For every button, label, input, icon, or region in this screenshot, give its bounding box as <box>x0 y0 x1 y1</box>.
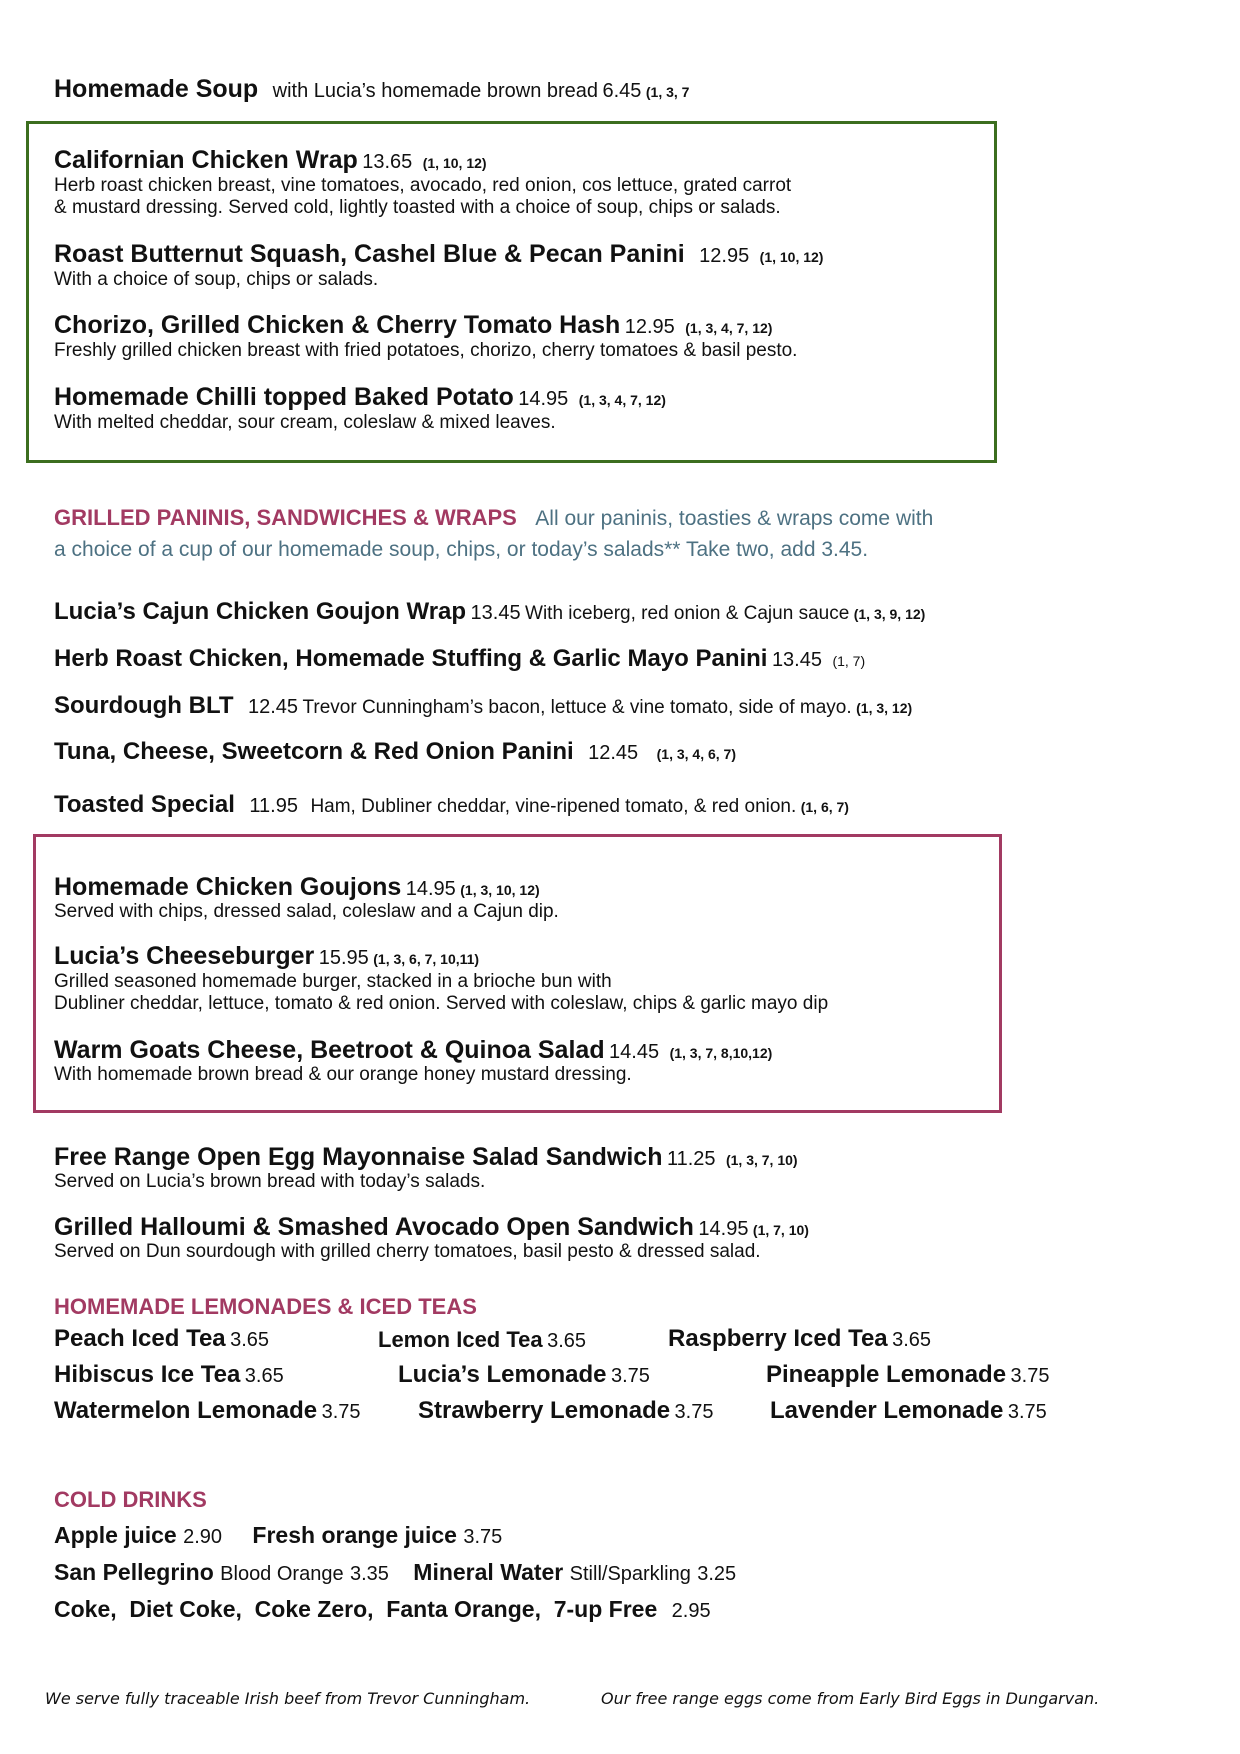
drink-name: Watermelon Lemonade <box>54 1397 318 1424</box>
item-price: 11.25 <box>666 1148 716 1170</box>
item-price: 13.65 <box>362 151 413 173</box>
item-allergens: (1, 3, 7, 10) <box>725 1152 798 1168</box>
drink-price: 3.75 <box>610 1365 650 1387</box>
menu-item <box>54 791 849 819</box>
drink-price: 3.75 <box>674 1401 714 1423</box>
drink-item <box>398 1361 650 1389</box>
drink-name: Apple juice <box>54 1522 177 1548</box>
drink-price: 2.95 <box>671 1600 711 1622</box>
section-note: All our paninis, toasties & wraps come with <box>535 507 934 530</box>
item-allergens: (1, 3, 6, 7, 10,11) <box>373 951 480 967</box>
drink-name: Hibiscus Ice Tea <box>54 1361 241 1388</box>
drink-price: 3.65 <box>892 1329 932 1351</box>
drink-price: 3.35 <box>349 1563 389 1585</box>
drink-name: Raspberry Iced Tea <box>668 1325 888 1352</box>
item-description: Served on Lucia’s brown bread with today’s salads. <box>54 1171 486 1192</box>
item-price: 13.45 <box>771 649 822 671</box>
menu-item <box>54 873 540 902</box>
item-description: Ham, Dubliner cheddar, vine-ripened tomato, & red onion. <box>310 796 797 817</box>
item-title: Warm Goats Cheese, Beetroot & Quinoa Salad <box>54 1036 605 1064</box>
item-description: Trevor Cunningham’s bacon, lettuce & vine tomato, side of mayo. <box>302 697 852 718</box>
item-title: Toasted Special <box>54 791 235 818</box>
drink-price: 3.75 <box>321 1401 361 1423</box>
drink-row <box>54 1559 736 1586</box>
item-description: Served with chips, dressed salad, coleslaw and a Cajun dip. <box>54 901 559 922</box>
drink-item <box>378 1327 586 1353</box>
item-allergens: (1, 10, 12) <box>422 155 487 171</box>
item-description: Dubliner cheddar, lettuce, tomato & red onion. Served with coleslaw, chips & garlic mayo dip <box>54 993 829 1014</box>
footer-note-eggs: Our free range eggs come from Early Bird Eggs in Dungarvan. <box>601 1689 1100 1708</box>
menu-item <box>54 738 736 766</box>
item-price: 12.45 <box>247 696 299 718</box>
item-description: & mustard dressing. Served cold, lightly toasted with a choice of soup, chips or salads. <box>54 197 781 218</box>
drink-item <box>766 1361 1049 1389</box>
drink-name: Strawberry Lemonade <box>418 1397 671 1424</box>
item-allergens: (1, 3, 9, 12) <box>853 606 926 622</box>
item-title: Chorizo, Grilled Chicken & Cherry Tomato Hash <box>54 311 621 339</box>
item-price: 12.45 <box>588 742 639 764</box>
section-note: a choice of a cup of our homemade soup, chips, or today’s salads** Take two, add 3.45. <box>54 538 869 561</box>
item-title: Homemade Soup <box>54 75 259 103</box>
item-title: Herb Roast Chicken, Homemade Stuffing & Garlic Mayo Panini <box>54 645 768 672</box>
item-title: Homemade Chilli topped Baked Potato <box>54 383 514 411</box>
item-title: Lucia’s Cajun Chicken Goujon Wrap <box>54 598 467 625</box>
drink-item <box>54 1397 361 1425</box>
item-description: Herb roast chicken breast, vine tomatoes, avocado, red onion, cos lettuce, grated carrot <box>54 175 792 196</box>
item-allergens: (1, 3, 12) <box>856 700 913 716</box>
menu-item <box>54 1036 772 1065</box>
item-title: Tuna, Cheese, Sweetcorn & Red Onion Panini <box>54 738 574 765</box>
drink-name: Mineral Water <box>413 1559 564 1585</box>
drink-price: 3.65 <box>547 1330 587 1352</box>
menu-item <box>54 645 865 673</box>
item-price: 14.95 <box>405 878 456 900</box>
item-allergens: (1, 3, 4, 7, 12) <box>578 392 666 408</box>
drink-price: 3.75 <box>1007 1401 1047 1423</box>
item-price: 11.95 <box>249 795 298 817</box>
drink-price: 3.25 <box>697 1563 737 1585</box>
section-heading: HOMEMADE LEMONADES & ICED TEAS <box>54 1294 477 1319</box>
drink-price: 3.65 <box>230 1329 270 1351</box>
drink-name: Lucia’s Lemonade <box>398 1361 607 1388</box>
item-price: 14.45 <box>609 1041 660 1063</box>
drink-name: Lemon Iced Tea <box>378 1327 543 1352</box>
section-heading: COLD DRINKS <box>54 1487 207 1512</box>
item-allergens: (1, 3, 4, 7, 12) <box>685 320 773 336</box>
item-allergens: (1, 7, 10) <box>752 1222 809 1238</box>
drink-name: Lavender Lemonade <box>770 1397 1004 1424</box>
footer-note-beef: We serve fully traceable Irish beef from Trevor Cunningham. <box>45 1689 531 1708</box>
item-title: Grilled Halloumi & Smashed Avocado Open Sandwich <box>54 1213 694 1241</box>
item-allergens: (1, 3, 10, 12) <box>460 882 540 898</box>
drink-name: Pineapple Lemonade <box>766 1361 1007 1388</box>
menu-item <box>54 146 487 175</box>
item-allergens: (1, 6, 7) <box>800 799 849 815</box>
drink-description: Blood Orange <box>220 1563 344 1585</box>
menu-item <box>54 1213 809 1242</box>
drink-item <box>54 1361 284 1389</box>
drink-price: 3.75 <box>1010 1365 1050 1387</box>
drink-price: 3.75 <box>463 1526 503 1548</box>
item-allergens: (1, 3, 4, 6, 7) <box>656 746 736 762</box>
drink-item <box>418 1397 713 1425</box>
item-description: Grilled seasoned homemade burger, stacked in a brioche bun with <box>54 971 612 992</box>
menu-item <box>54 240 823 269</box>
section-heading: GRILLED PANINIS, SANDWICHES & WRAPS <box>54 505 517 530</box>
item-description: With a choice of soup, chips or salads. <box>54 269 379 290</box>
item-allergens: (1, 10, 12) <box>759 249 824 265</box>
menu-item <box>54 383 666 412</box>
drink-row <box>54 1522 502 1549</box>
menu-item <box>54 692 912 720</box>
item-description: Freshly grilled chicken breast with fried potatoes, chorizo, cherry tomatoes & basil pesto. <box>54 340 798 361</box>
item-allergens: (1, 3, 7 <box>645 84 690 100</box>
drink-item <box>668 1325 931 1353</box>
drink-description: Still/Sparkling <box>569 1563 691 1585</box>
menu-item <box>54 598 925 626</box>
item-price: 15.95 <box>318 947 369 969</box>
drink-name: Fresh orange juice <box>252 1522 457 1548</box>
drink-price: 3.65 <box>244 1365 284 1387</box>
drink-item <box>770 1397 1047 1425</box>
drink-row <box>54 1596 711 1623</box>
item-title: Sourdough BLT <box>54 692 234 719</box>
item-price: 14.95 <box>518 388 569 410</box>
drink-name: Coke, Diet Coke, Coke Zero, Fanta Orange, 7-up Free <box>54 1596 658 1622</box>
item-price: 6.45 <box>602 80 642 102</box>
item-title: Californian Chicken Wrap <box>54 146 358 174</box>
drink-name: San Pellegrino <box>54 1559 214 1585</box>
soup-item <box>54 75 689 104</box>
item-description: with Lucia’s homemade brown bread <box>272 80 599 102</box>
drink-price: 2.90 <box>183 1526 223 1548</box>
item-price: 12.95 <box>624 316 675 338</box>
drink-item <box>54 1325 269 1353</box>
item-title: Free Range Open Egg Mayonnaise Salad Sandwich <box>54 1143 663 1171</box>
menu-item <box>54 942 479 971</box>
drink-name: Peach Iced Tea <box>54 1325 226 1352</box>
item-title: Homemade Chicken Goujons <box>54 873 402 901</box>
item-allergens: (1, 3, 7, 8,10,12) <box>669 1045 773 1061</box>
menu-item <box>54 311 772 340</box>
item-title: Lucia’s Cheeseburger <box>54 942 315 970</box>
section-grilled <box>54 505 933 531</box>
item-description: With homemade brown bread & our orange honey mustard dressing. <box>54 1064 632 1085</box>
item-allergens: (1, 7) <box>832 653 866 669</box>
item-price: 13.45 <box>470 602 521 624</box>
item-description: With melted cheddar, sour cream, coleslaw & mixed leaves. <box>54 412 556 433</box>
item-price: 12.95 <box>699 245 750 267</box>
item-title: Roast Butternut Squash, Cashel Blue & Pecan Panini <box>54 240 685 268</box>
item-price: 14.95 <box>698 1218 749 1240</box>
menu-item <box>54 1143 798 1172</box>
item-description: With iceberg, red onion & Cajun sauce <box>525 603 850 624</box>
item-description: Served on Dun sourdough with grilled cherry tomatoes, basil pesto & dressed salad. <box>54 1241 761 1262</box>
